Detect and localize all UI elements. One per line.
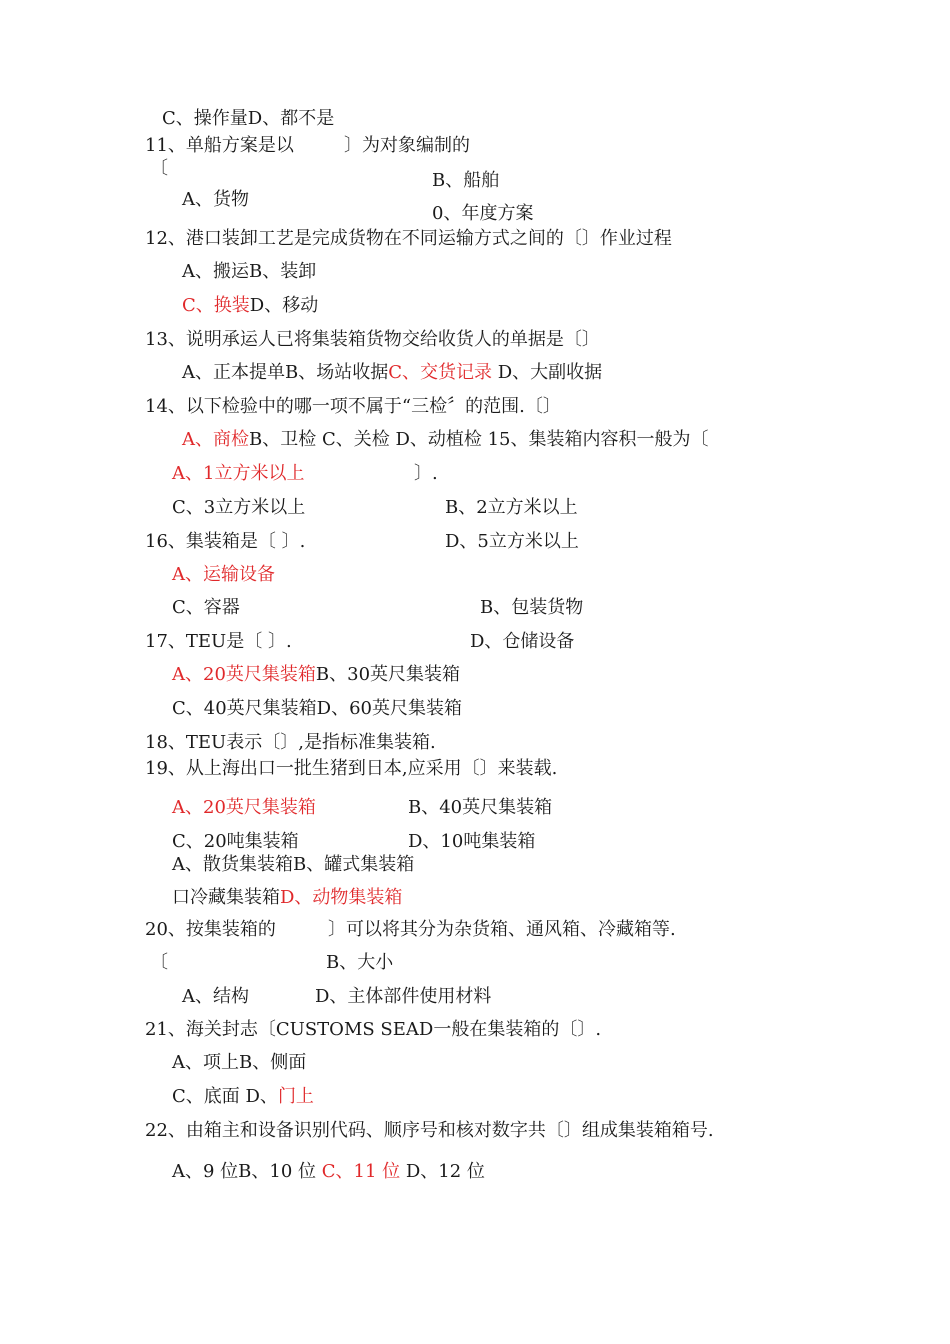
q11-option-a: A、货物 xyxy=(182,189,249,210)
q13-options-ab: A、正本提单B、场站收据 xyxy=(182,362,389,383)
q20-stem-start: 20、按集装箱的 xyxy=(145,919,276,940)
q12-answer-line xyxy=(182,295,318,317)
q11-option-d: 0、年度方案 xyxy=(432,203,534,224)
q21-correct-option: 门上 xyxy=(277,1086,314,1107)
q17-correct-option: A、20英尺集装箱 xyxy=(172,664,316,685)
q21-options-ab: A、项上B、侧面 xyxy=(172,1052,307,1073)
q22-correct-option: C、11 位 xyxy=(321,1161,401,1182)
q14-answer-line xyxy=(182,429,709,451)
q22-stem: 22、由箱主和设备识别代码、顺序号和核对数字共〔〕组成集装箱箱号. xyxy=(145,1120,714,1141)
q15-option-d: D、5立方米以上 xyxy=(445,531,579,552)
q22-answer-line xyxy=(172,1161,485,1183)
q20-option-b: B、大小 xyxy=(326,952,394,973)
q17-answer-line xyxy=(172,664,460,686)
q13-answer-line xyxy=(182,362,602,384)
q15-option-c: C、3立方米以上 xyxy=(172,497,306,518)
q11-stem-start: 11、单船方案是以 xyxy=(145,135,294,156)
q11-paren: 〔 xyxy=(150,158,168,179)
q13-option-d: D、大副收据 xyxy=(492,362,603,383)
q14-stem: 14、以下检验中的哪一项不属于“三检〞的范围.〔〕 xyxy=(145,396,561,417)
q17-options-cd: C、40英尺集装箱D、60英尺集装箱 xyxy=(172,698,463,719)
q19-option-a: A、20英尺集装箱 xyxy=(172,797,316,818)
q13-stem: 13、说明承运人已将集装箱货物交给收货人的单据是〔〕 xyxy=(145,329,600,350)
q21-option-c: C、底面 D、 xyxy=(172,1086,278,1107)
q19-options-ab-2: A、散货集装箱B、罐式集装箱 xyxy=(172,854,415,875)
q12-options-ab: A、搬运B、装卸 xyxy=(182,261,317,282)
q10-options-cd: C、操作量D、都不是 xyxy=(162,108,335,129)
q12-option-d: D、移动 xyxy=(249,295,319,316)
q13-correct-option: C、交货记录 xyxy=(388,362,493,383)
q19-answer-line-2 xyxy=(172,887,402,909)
q12-stem: 12、港口装卸工艺是完成货物在不同运输方式之间的〔〕作业过程 xyxy=(145,228,672,249)
q15-option-b: B、2立方米以上 xyxy=(445,497,578,518)
q16-correct-option: A、运输设备 xyxy=(172,564,275,585)
q20-paren: 〔 xyxy=(150,952,168,973)
q16-option-d: D、仓储设备 xyxy=(470,631,575,652)
q21-answer-line xyxy=(172,1086,314,1108)
q19-option-c: C、20吨集装箱 xyxy=(172,831,299,852)
q11-option-b: B、船舶 xyxy=(432,170,500,191)
q19-stem: 19、从上海出口一批生猪到日本,应采用〔〕来装载. xyxy=(145,758,558,779)
q19-correct-option: D、动物集装箱 xyxy=(280,887,403,908)
q16-option-c: C、容器 xyxy=(172,597,240,618)
q11-stem-end: 〕为对象编制的 xyxy=(344,135,470,156)
q18-stem: 18、TEU表示〔〕,是指标准集装箱. xyxy=(145,732,436,753)
q17-stem: 17、TEU是〔 〕. xyxy=(145,631,292,652)
q22-option-d: D、12 位 xyxy=(400,1161,485,1182)
q16-stem: 16、集装箱是〔 〕. xyxy=(145,531,306,552)
q14-correct-option: A、商检 xyxy=(182,429,249,450)
q19-option-b: B、40英尺集装箱 xyxy=(408,797,553,818)
q12-correct-option: C、换装 xyxy=(182,295,250,316)
q22-options-ab: A、9 位B、10 位 xyxy=(172,1161,322,1182)
q21-stem: 21、海关封志〔CUSTOMS SEAD一般在集装箱的〔〕. xyxy=(145,1019,602,1040)
q17-option-b: B、30英尺集装箱 xyxy=(315,664,461,685)
q19-option-c-2: 口冷藏集装箱 xyxy=(172,887,280,908)
q20-stem-end: 〕可以将其分为杂货箱、通风箱、冷藏箱等. xyxy=(328,919,676,940)
q15-correct-option: A、1立方米以上 xyxy=(172,463,305,484)
q14-options-rest: B、卫检 C、关检 D、动植检 15、集装箱内容积一般为〔 xyxy=(249,429,709,450)
q19-option-d: D、10吨集装箱 xyxy=(408,831,536,852)
q16-option-b: B、包装货物 xyxy=(480,597,584,618)
q20-option-d: D、主体部件使用材料 xyxy=(315,986,492,1007)
q15-stem-close: 〕. xyxy=(414,463,438,484)
q20-option-a: A、结构 xyxy=(182,986,249,1007)
